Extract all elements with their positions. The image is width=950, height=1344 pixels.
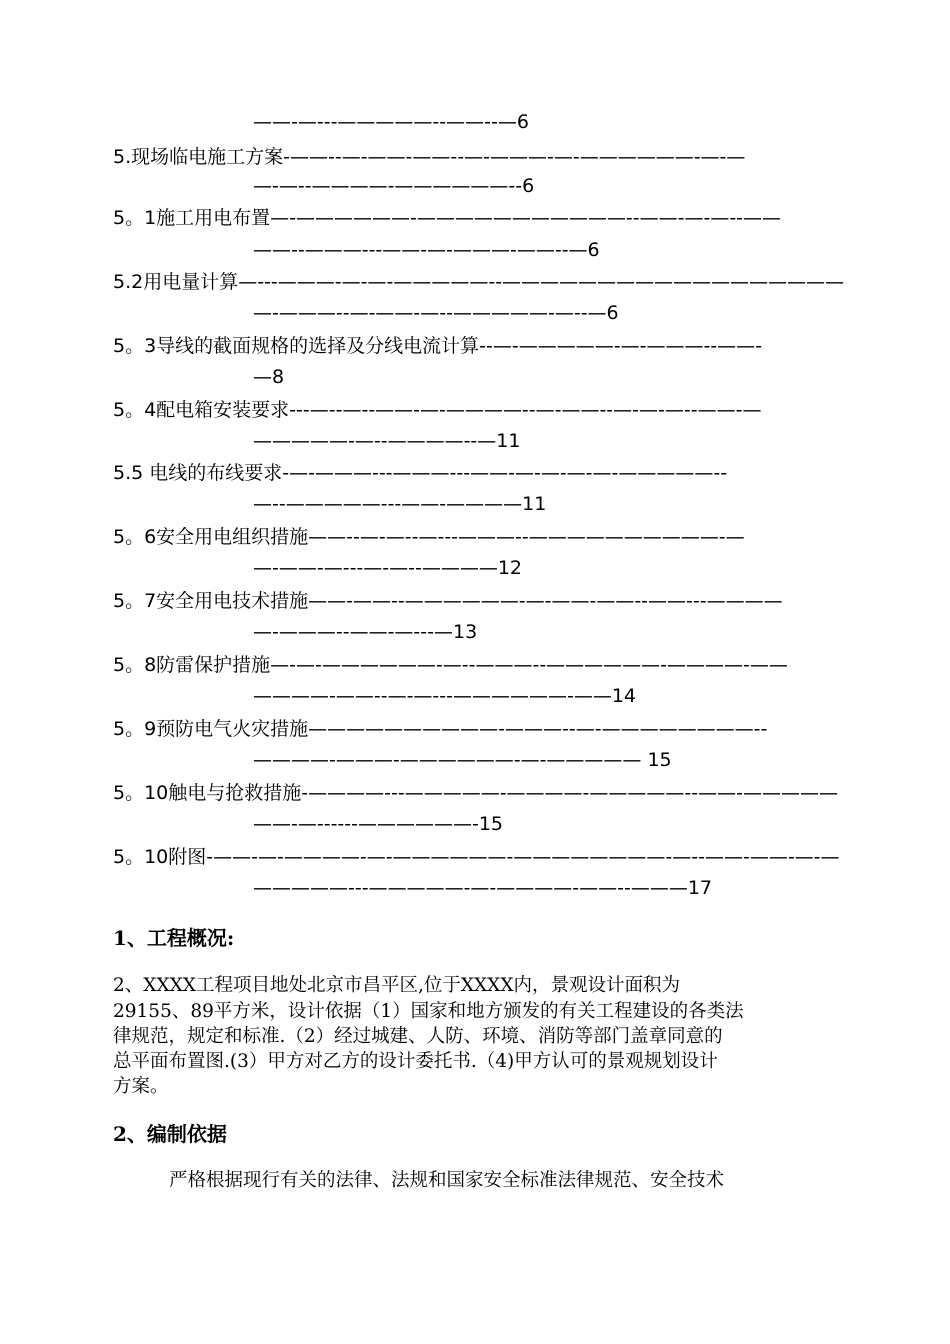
toc-entry-continuation: ————-———-——————-—-————— 15 [253,749,672,771]
toc-entry-title: 5。3导线的截面规格的选择及分线电流计算--—-—————-—-———--——- [113,335,763,357]
toc-entry-title: 5。9预防电气火灾措施——————————-———--—-————————-- [113,718,768,740]
paragraph-line: 律规范，规定和标准.（2）经过城建、人防、环境、消防等部门盖章同意的 [113,1026,723,1047]
section-heading: 2、编制依据 [113,1122,227,1146]
toc-entry-continuation: —————---—————-—-————-——--———17 [253,877,713,899]
toc-entry-title: 5。7安全用电技术措施——-——--——————-—-——-——--——---———— [113,590,783,612]
toc-entry-title: 5。4配电箱安装要求---—--—--——-—-————--—-——--—-—-—--——-— [113,399,762,421]
toc-entry-title: 5.现场临电施工方案-——--—-——-——--—-———-—-——————-—-— [113,146,746,168]
paragraph-line: 29155、89平方米，设计依据（1）国家和地方颁发的有关工程建设的各类法 [113,1001,744,1022]
toc-entry-title: 5。10触电与抢救措施-————---—————-————-—————--——-————— [113,782,838,804]
toc-entry-continuation: —————-—--————--—11 [253,430,521,452]
toc-entry-title: 5。8防雷保护措施—-—-——————-—--———--——————-————-—— [113,654,788,676]
toc-entry-continuation: —--—————---——-————11 [253,493,547,515]
toc-entry-continuation: ————-——--—-—---——————-——14 [253,685,637,707]
toc-entry-continuation: ——-—------——————-15 [253,813,504,835]
toc-entry-continuation: —-———--——-—---—13 [253,621,478,643]
toc-entry-title: 5。1施工用电布置—-——————-———————————--——-—-—--—— [113,207,782,229]
toc-entry-title: 5。10附图-——-—-————-—-——————-————————-—--——-——-—-— [113,846,840,868]
toc-entry-continuation: —-—--————-——————--6 [253,175,535,197]
toc-entry-continuation: —-———--—-——-—--—————-—--—6 [253,302,619,324]
section-heading: 1、工程概况: [113,926,235,950]
paragraph-line: 2、XXXX工程项目地处北京市昌平区,位于XXXX内，景观设计面积为 [113,975,681,996]
toc-entry-continuation: ——-—---—————--——--—6 [253,111,529,133]
toc-entry-title: 5.2用电量计算—---———-—-—-—————--—————————————————— [113,271,845,293]
toc-entry-continuation: —-——-—---—-—--————12 [253,557,523,579]
paragraph-line: 方案。 [113,1076,169,1097]
paragraph-line: 总平面布置图.(3）甲方对乙方的设计委托书.（4)甲方认可的景观规划设计 [113,1051,718,1072]
toc-entry-continuation: ——--———---——-—-———-——--—6 [253,239,600,261]
toc-entry-title: 5.5 电线的布线要求-—-———---———---——-—-—-—-—-—————-- [113,462,728,484]
paragraph-line: 严格根据现行有关的法律、法规和国家安全标准法律规范、安全技术 [169,1170,725,1191]
toc-entry-title: 5。6安全用电组织措施——--—-—--—---———--——————————-— [113,526,745,548]
toc-entry-continuation: —8 [253,366,285,388]
